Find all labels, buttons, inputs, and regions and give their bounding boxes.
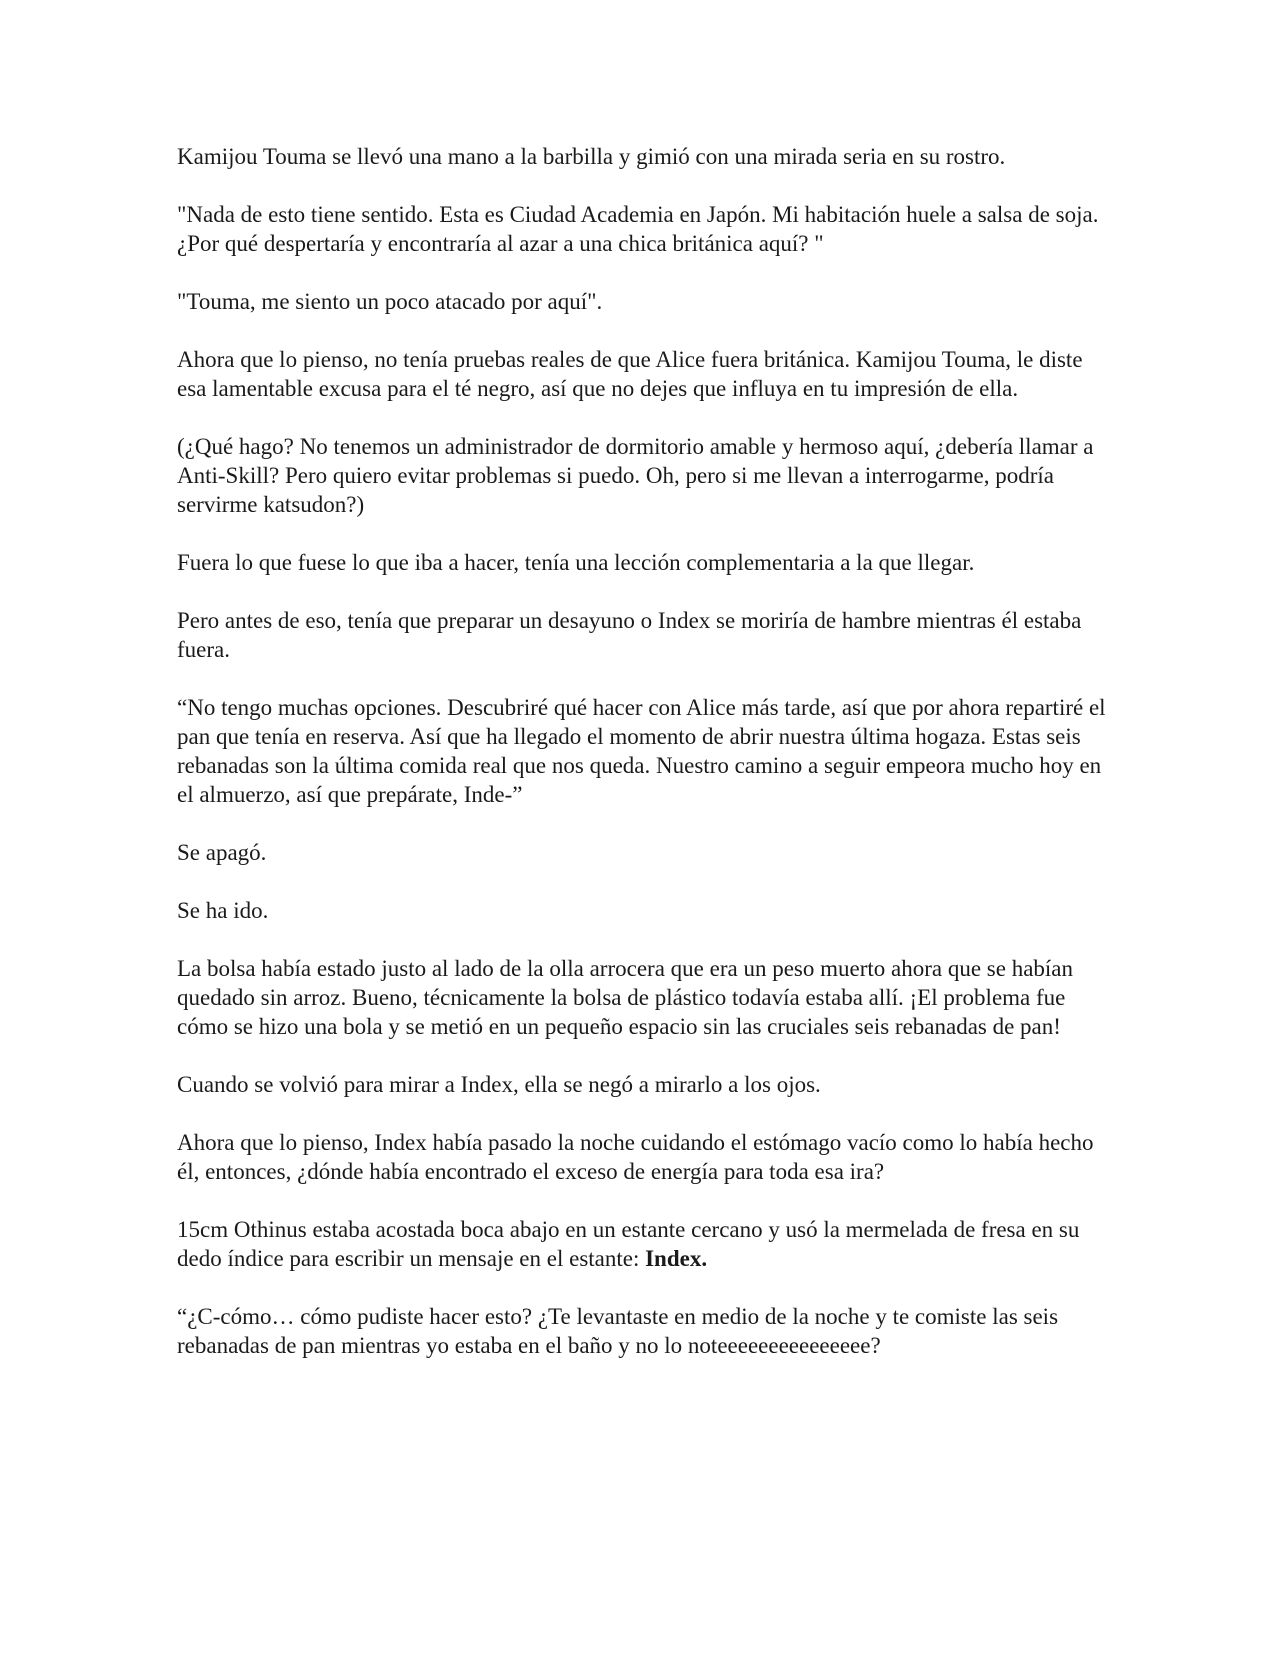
paragraph-3: "Touma, me siento un poco atacado por aquí".: [177, 289, 603, 314]
paragraph-12: Cuando se volvió para mirar a Index, ella se negó a mirarlo a los ojos.: [177, 1072, 821, 1097]
paragraph-9: Se apagó.: [177, 840, 267, 865]
paragraph-14-text: 15cm Othinus estaba acostada boca abajo en un estante cercano y usó la mermelada de fresa en su dedo índice para escribir un mensaje en el estante:: [177, 1217, 1080, 1271]
paragraph-14-bold: Index.: [645, 1246, 708, 1271]
paragraph-5: (¿Qué hago? No tenemos un administrador de dormitorio amable y hermoso aquí, ¿debería llamar a Anti-Skill? Pero quiero evitar problemas si puedo. Oh, pero si me llevan a interrogarme, podría servirme katsudon?): [177, 434, 1094, 517]
paragraph-15: “¿C-cómo… cómo pudiste hacer esto? ¿Te levantaste en medio de la noche y te comiste las seis rebanadas de pan mientras yo estaba en el baño y no lo noteeeeeeeeeeeeeee?: [177, 1304, 1059, 1358]
paragraph-4: Ahora que lo pienso, no tenía pruebas reales de que Alice fuera británica. Kamijou Touma, le diste esa lamentable excusa para el té negro, así que no dejes que influya en tu impresión de ella.: [177, 347, 1083, 401]
paragraph-7: Pero antes de eso, tenía que preparar un desayuno o Index se moriría de hambre mientras él estaba fuera.: [177, 608, 1082, 662]
paragraph-13: Ahora que lo pienso, Index había pasado la noche cuidando el estómago vacío como lo había hecho él, entonces, ¿dónde había encontrado el exceso de energía para toda esa ira?: [177, 1130, 1094, 1184]
paragraph-2: "Nada de esto tiene sentido. Esta es Ciudad Academia en Japón. Mi habitación huele a salsa de soja. ¿Por qué despertaría y encontraría al azar a una chica británica aquí? ": [177, 202, 1099, 256]
paragraph-11: La bolsa había estado justo al lado de la olla arrocera que era un peso muerto ahora que se habían quedado sin arroz. Bueno, técnicamente la bolsa de plástico todavía estaba allí. ¡El problema fue cómo se hizo una bola y se metió en un pequeño espacio sin las cruciales seis rebanadas de pan!: [177, 956, 1074, 1039]
paragraph-14: [177, 1215, 1117, 1273]
paragraph-1: Kamijou Touma se llevó una mano a la barbilla y gimió con una mirada seria en su rostro.: [177, 144, 1006, 169]
paragraph-10: Se ha ido.: [177, 898, 269, 923]
document-body: [177, 142, 1117, 1389]
paragraph-6: Fuera lo que fuese lo que iba a hacer, tenía una lección complementaria a la que llegar.: [177, 550, 975, 575]
paragraph-8: “No tengo muchas opciones. Descubriré qué hacer con Alice más tarde, así que por ahora repartiré el pan que tenía en reserva. Así que ha llegado el momento de abrir nuestra última hogaza. Estas seis rebanadas son la última comida real que nos queda. Nuestro camino a seguir empeora mucho hoy en el almuerzo, así que prepárate, Inde-”: [177, 695, 1106, 807]
